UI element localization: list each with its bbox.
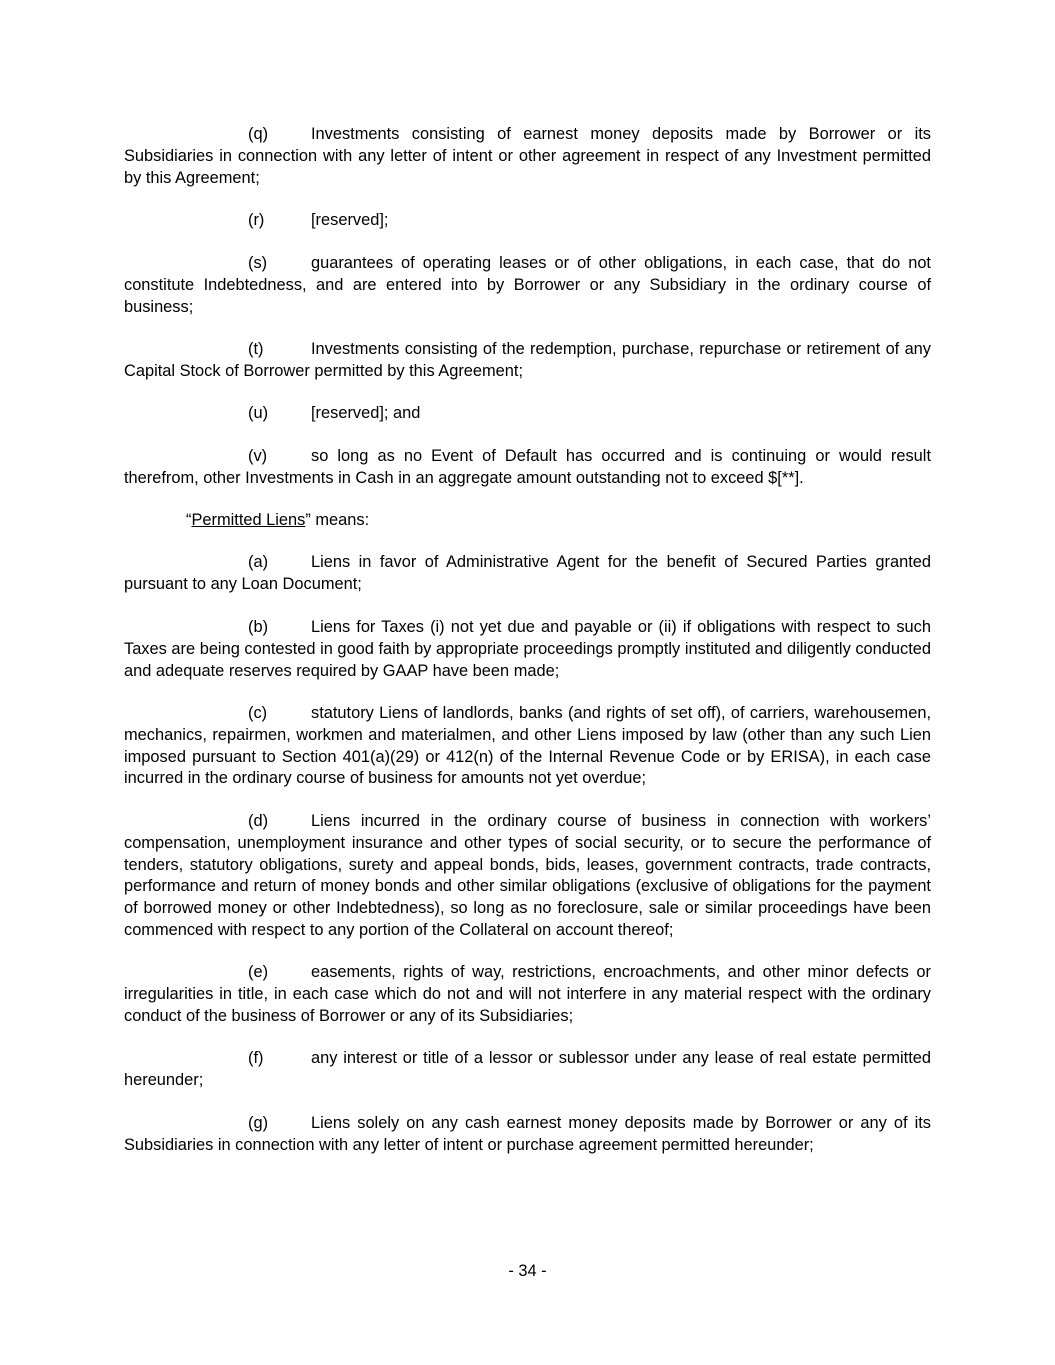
page-number: - 34 -	[508, 1262, 547, 1280]
lien-a	[124, 552, 931, 596]
clause-text: Investments consisting of the redemption, purchase, repurchase or retirement of any Capital Stock of Borrower permitted by this Agreement;	[124, 340, 931, 380]
clause-u	[124, 403, 931, 425]
clause-text: statutory Liens of landlords, banks (and rights of set off), of carriers, warehousemen, mechanics, repairmen, workmen and materialmen, and other Liens imposed by law (other than any such Lien imposed pursuant to Section 401(a)(29) or 412(n) of the Internal Revenue Code or by ERISA), in each case incurred in the ordinary course of business for amounts not yet overdue;	[124, 704, 931, 788]
clause-text: [reserved];	[311, 211, 389, 229]
clause-t	[124, 339, 931, 383]
clause-text: any interest or title of a lessor or sublessor under any lease of real estate permitted hereunder;	[124, 1049, 931, 1089]
clause-text: so long as no Event of Default has occurred and is continuing or would result therefrom, other Investments in Cash in an aggregate amount outstanding not to exceed $[**].	[124, 447, 931, 487]
clause-label: (t)	[248, 340, 264, 358]
lien-g	[124, 1113, 931, 1157]
definition-lead: ” means:	[305, 511, 370, 529]
lien-f	[124, 1048, 931, 1092]
clause-label: (f)	[248, 1049, 264, 1067]
open-quote: “	[186, 511, 192, 529]
clause-label: (e)	[248, 963, 269, 981]
clause-text: Liens in favor of Administrative Agent for the benefit of Secured Parties granted pursuant to any Loan Document;	[124, 553, 931, 593]
clause-text: guarantees of operating leases or of other obligations, in each case, that do not constitute Indebtedness, and are entered into by Borrower or any Subsidiary in the ordinary course of business;	[124, 254, 931, 316]
clause-text: Liens for Taxes (i) not yet due and payable or (ii) if obligations with respect to such Taxes are being contested in good faith by appropriate proceedings promptly instituted and diligently conducted and adequate reserves required by GAAP have been made;	[124, 618, 931, 680]
clause-label: (v)	[248, 447, 268, 465]
clause-r	[124, 210, 931, 232]
clause-text: Investments consisting of earnest money deposits made by Borrower or its Subsidiaries in connection with any letter of intent or other agreement in respect of any Investment permitted by this Agreement;	[124, 125, 931, 187]
clause-label: (d)	[248, 812, 269, 830]
clause-v	[124, 446, 931, 490]
clause-label: (u)	[248, 404, 269, 422]
clause-label: (b)	[248, 618, 269, 636]
clause-label: (g)	[248, 1114, 269, 1132]
clause-label: (r)	[248, 211, 265, 229]
clause-label: (q)	[248, 125, 269, 143]
clause-text: easements, rights of way, restrictions, encroachments, and other minor defects or irregularities in title, in each case which do not and will not interfere in any material respect with the ordinary conduct of the business of Borrower or any of its Subsidiaries;	[124, 963, 931, 1025]
lien-d	[124, 811, 931, 942]
definition-heading	[186, 510, 369, 532]
clause-label: (c)	[248, 704, 268, 722]
lien-b	[124, 617, 931, 682]
defined-term: Permitted Liens	[191, 511, 306, 529]
clause-label: (a)	[248, 553, 269, 571]
lien-c	[124, 703, 931, 790]
clause-text: Liens solely on any cash earnest money deposits made by Borrower or any of its Subsidiaries in connection with any letter of intent or purchase agreement permitted hereunder;	[124, 1114, 931, 1154]
clause-label: (s)	[248, 254, 268, 272]
clause-s	[124, 253, 931, 318]
clause-text: Liens incurred in the ordinary course of business in connection with workers’ compensation, unemployment insurance and other types of social security, or to secure the performance of tenders, statutory obligations, surety and appeal bonds, bids, leases, government contracts, trade contracts, performance and return of money bonds and other similar obligations (exclusive of obligations for the payment of borrowed money or other Indebtedness), so long as no foreclosure, sale or similar proceedings have been commenced with respect to any portion of the Collateral on account thereof;	[124, 812, 931, 939]
clause-q	[124, 124, 931, 189]
clause-text: [reserved]; and	[311, 404, 421, 422]
lien-e	[124, 962, 931, 1027]
